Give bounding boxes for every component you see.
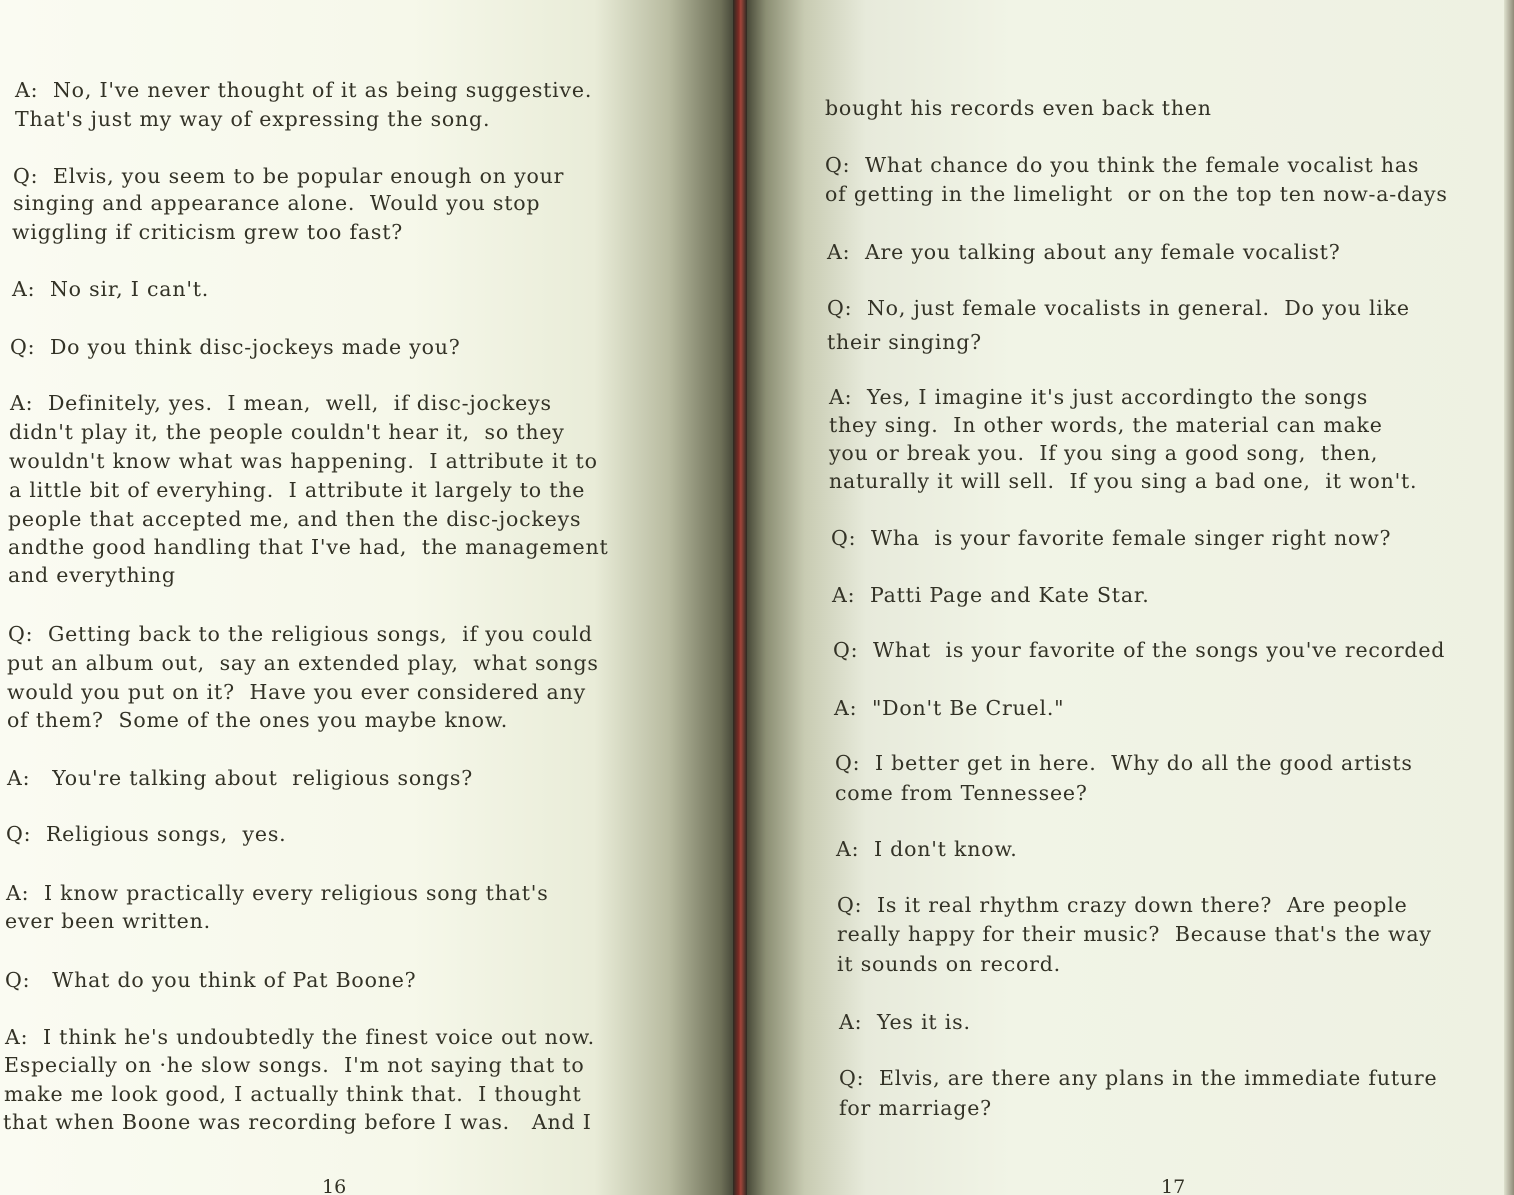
text-line: A: You're talking about religious songs?	[7, 766, 474, 790]
left-page	[0, 0, 743, 1195]
text-line: their singing?	[827, 330, 982, 354]
text-line: people that accepted me, and then the disc-jockeys	[8, 507, 582, 531]
text-line: Q: Is it real rhythm crazy down there? Are people	[837, 893, 1408, 917]
page-number: 16	[322, 1176, 347, 1195]
text-line: A: "Don't Be Cruel."	[834, 696, 1065, 720]
text-line: singing and appearance alone. Would you stop	[13, 191, 541, 215]
text-line: Q: Do you think disc-jockeys made you?	[10, 335, 461, 359]
text-line: Q: I better get in here. Why do all the good artists	[835, 751, 1413, 775]
text-line: That's just my way of expressing the song.	[15, 107, 491, 131]
text-line: Q: Religious songs, yes.	[6, 822, 287, 846]
text-line: A: No sir, I can't.	[12, 277, 210, 301]
text-line: Q: What chance do you think the female vocalist has	[825, 153, 1420, 177]
text-line: Q: What do you think of Pat Boone?	[5, 968, 417, 992]
text-line: A: Yes, I imagine it's just accordingto the songs	[829, 385, 1369, 409]
text-line: bought his records even back then	[825, 96, 1212, 120]
book-spine	[733, 0, 747, 1195]
text-line: A: Definitely, yes. I mean, well, if disc-jockeys	[10, 391, 552, 415]
text-line: Q: What is your favorite of the songs you've recorded	[833, 638, 1446, 662]
text-line: A: Are you talking about any female vocalist?	[827, 240, 1341, 264]
text-line: ever been written.	[5, 909, 211, 933]
right-page	[743, 0, 1514, 1195]
text-line: A: Patti Page and Kate Star.	[832, 583, 1150, 607]
text-line: didn't play it, the people couldn't hear it, so they	[9, 420, 565, 444]
text-line: A: Yes it is.	[839, 1010, 971, 1034]
text-line: a little bit of everyhing. I attribute it largely to the	[9, 478, 586, 502]
text-line: A: No, I've never thought of it as being suggestive.	[15, 78, 593, 102]
text-line: wouldn't know what was happening. I attribute it to	[9, 449, 598, 473]
text-line: Q: Elvis, you seem to be popular enough on your	[13, 164, 565, 188]
text-line: Q: Wha is your favorite female singer right now?	[831, 526, 1392, 550]
page-number: 17	[1161, 1176, 1186, 1195]
text-line: you or break you. If you sing a good song, then,	[829, 441, 1379, 465]
text-line: of them? Some of the ones you maybe know.	[7, 708, 509, 732]
text-line: wiggling if criticism grew too fast?	[12, 220, 404, 244]
text-line: that when Boone was recording before I was. And I	[3, 1110, 592, 1134]
text-line: A: I don't know.	[836, 837, 1018, 861]
text-line: naturally it will sell. If you sing a bad one, it won't.	[829, 469, 1418, 493]
text-line: andthe good handling that I've had, the management	[8, 535, 609, 559]
text-line: really happy for their music? Because that's the way	[837, 922, 1432, 946]
text-line: Q: Getting back to the religious songs, if you could	[8, 622, 593, 646]
text-line: would you put on it? Have you ever considered any	[7, 680, 586, 704]
text-line: make me look good, I actually think that. I thought	[4, 1082, 582, 1106]
text-line: Q: Elvis, are there any plans in the immediate future	[839, 1066, 1438, 1090]
text-line: A: I know practically every religious song that's	[6, 881, 549, 905]
page-edge	[1504, 0, 1514, 1195]
text-line: of getting in the limelight or on the top ten now-a-days	[825, 182, 1448, 206]
text-line: it sounds on record.	[837, 952, 1061, 976]
text-line: come from Tennessee?	[835, 781, 1088, 805]
text-line: put an album out, say an extended play, what songs	[7, 651, 599, 675]
text-line: Especially on ·he slow songs. I'm not saying that to	[4, 1053, 585, 1077]
text-line: and everything	[8, 563, 176, 587]
text-line: A: I think he's undoubtedly the finest voice out now.	[5, 1025, 595, 1049]
text-line: they sing. In other words, the material can make	[829, 413, 1383, 437]
text-line: for marriage?	[839, 1096, 992, 1120]
text-line: Q: No, just female vocalists in general. Do you like	[827, 296, 1410, 320]
